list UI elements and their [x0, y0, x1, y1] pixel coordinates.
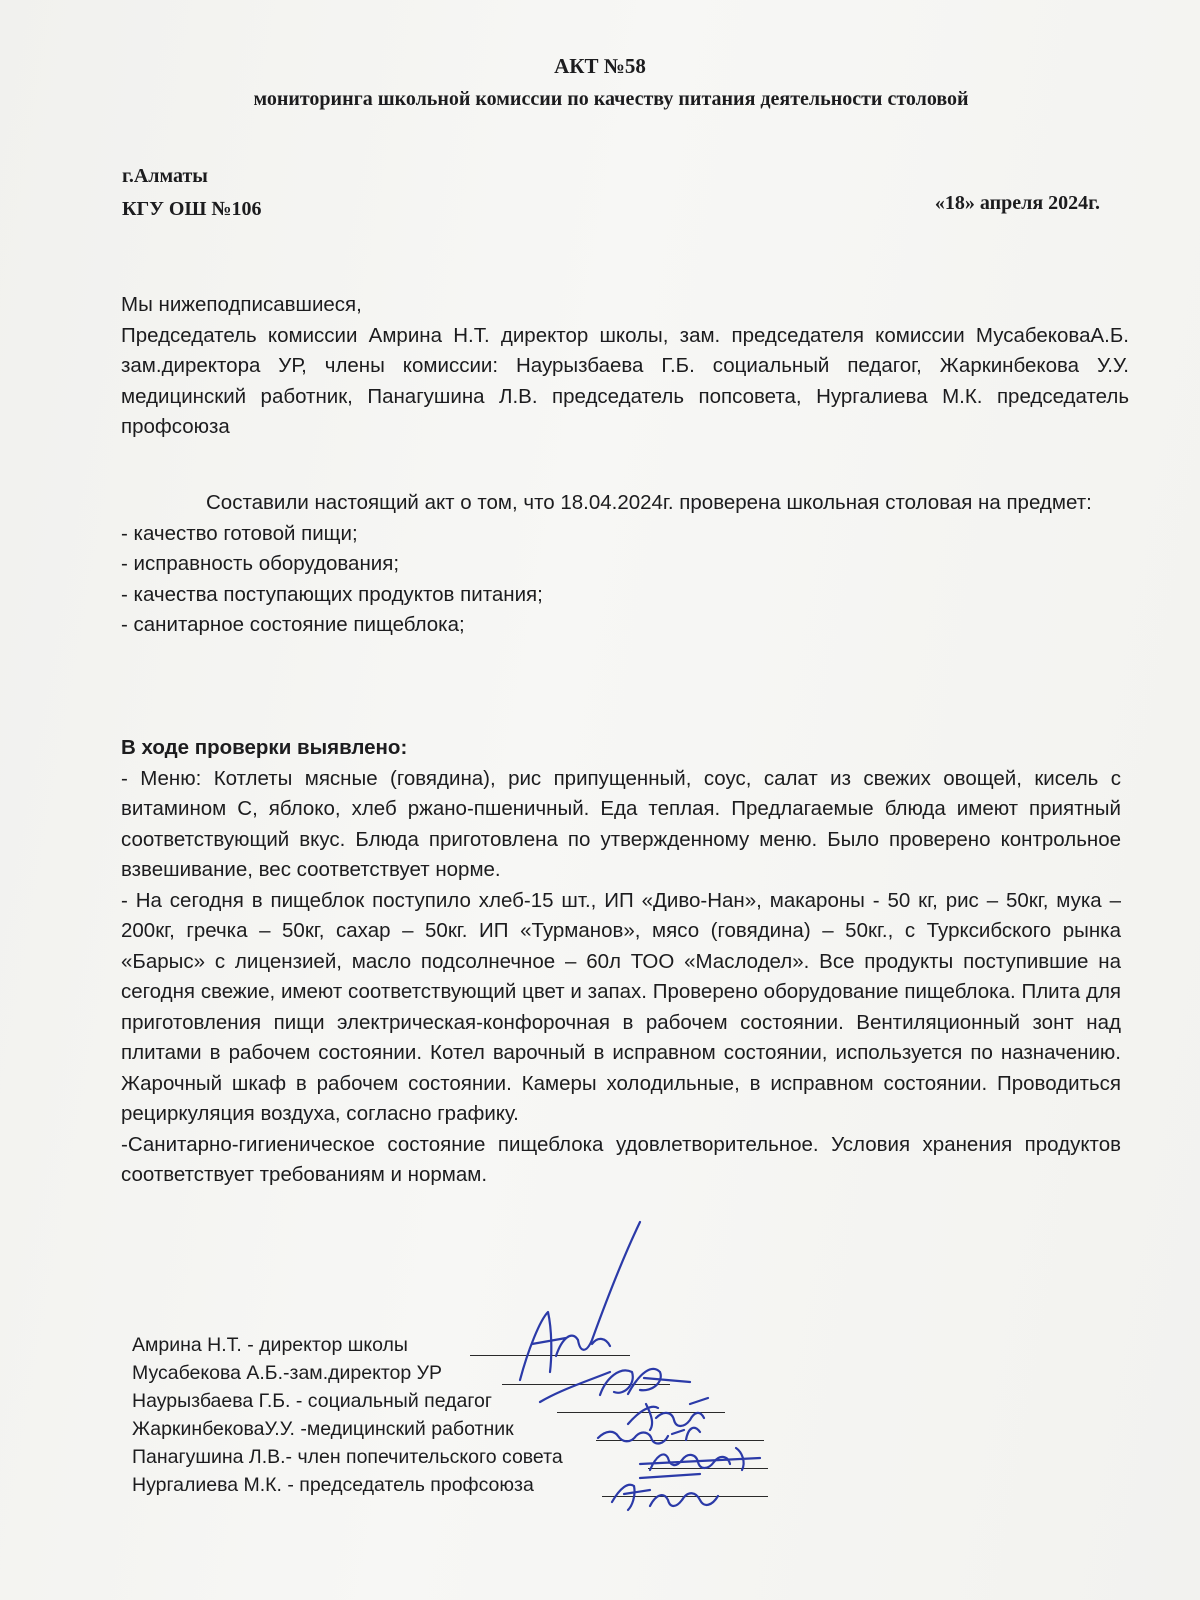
- signature-underline: [596, 1440, 764, 1441]
- signature-underline: [470, 1355, 630, 1356]
- signature-underline: [502, 1384, 670, 1385]
- finding-menu: - Меню: Котлеты мясные (говядина), рис припущенный, соус, салат из свежих овощей, кисель с витамином С, яблоко, хлеб ржано-пшеничный. Еда теплая. Предлагаемые блюда имеют приятный соответствующий вкус. Блюда приготовлена по утвержденному меню. Было проверено контрольное взвешивание, вес соответствует норме.: [121, 766, 1121, 881]
- checklist-item: - качество готовой пищи;: [121, 521, 358, 545]
- signatory-line: ЖаркинбековаУ.У. -медицинский работник: [132, 1418, 514, 1440]
- signature-deputy: [540, 1369, 690, 1402]
- organization: КГУ ОШ №106: [122, 198, 262, 220]
- signature-medical-worker: [598, 1428, 700, 1444]
- signature-social-pedagogue: [628, 1398, 708, 1430]
- act-date: «18» апреля 2024г.: [934, 192, 1100, 214]
- checklist-item: - санитарное состояние пищеблока;: [121, 613, 465, 636]
- checklist-item: - качества поступающих продуктов питания;: [121, 582, 543, 606]
- signatory-line: Панагушина Л.В.- член попечительского совета: [132, 1446, 563, 1468]
- signature-council-member: [640, 1448, 760, 1470]
- city: г.Алматы: [122, 165, 208, 187]
- finding-deliveries: - На сегодня в пищеблок поступило хлеб-15 шт., ИП «Диво-Нан», макароны - 50 кг, рис – 50кг, мука – 200кг, гречка – 50кг, сахар – 50кг. ИП «Турманов», мясо (говядина) – 50кг., с Турксибского рынка «Барыс» с лицензией, масло подсолнечное – 60л ТОО «Маслодел». Все продукты поступившие на сегодня свежие, имеют соответствующий цвет и запах. Проверено оборудование пищеблока. Плита для приготовления пищи электрическая-конфорочная в рабочем состоянии. Вентиляционный зонт над плитами в рабочем состоянии. Котел варочный в исправном состоянии, используется по назначению. Жарочный шкаф в рабочем состоянии. Камеры холодильные, в исправном состоянии. Проводиться рециркуляция воздуха, согласно графику.: [121, 888, 1121, 1125]
- checklist-item: - исправность оборудования;: [121, 552, 400, 575]
- finding-sanitary: -Санитарно-гигиеническое состояние пищеблока удовлетворительное. Условия хранения продуктов соответствует требованиям и нормам.: [121, 1132, 1121, 1186]
- signature-union-chair: [612, 1474, 718, 1510]
- signatory-line: Мусабекова А.Б.-зам.директор УР: [132, 1362, 443, 1384]
- findings-heading: В ходе проверки выявлено:: [121, 736, 408, 759]
- signature-director: [520, 1222, 640, 1380]
- signature-underline: [602, 1496, 768, 1497]
- act-subtitle: мониторинга школьной комиссии по качеству питания деятельности столовой: [253, 88, 969, 110]
- signatory-line: Нургалиева М.К. - председатель профсоюза: [132, 1474, 534, 1496]
- signatory-line: Амрина Н.Т. - директор школы: [132, 1334, 408, 1356]
- header-left: [122, 160, 262, 226]
- act-title: АКТ №58: [554, 54, 646, 78]
- signature-underline: [557, 1412, 725, 1413]
- statement-section: [121, 488, 1129, 641]
- intro-line: Мы нижеподписавшиеся,: [121, 293, 362, 316]
- signature-underline: [648, 1468, 768, 1469]
- commission-members: Председатель комиссии Амрина Н.Т. директор школы, зам. председателя комиссии МусабековаА.Б. зам.директора УР, члены комиссии: Наурызбаева Г.Б. социальный педагог, Жаркинбекова У.У. медицинский работник, Панагушина Л.В. председатель попсовета, Нургалиева М.К. председатель профсоюза: [121, 323, 1129, 438]
- findings-section: [121, 733, 1121, 1191]
- act-statement: Составили настоящий акт о том, что 18.04.2024г. проверена школьная столовая на предмет:: [206, 491, 1092, 514]
- intro-section: [121, 290, 1129, 443]
- signatory-line: Наурызбаева Г.Б. - социальный педагог: [132, 1390, 492, 1412]
